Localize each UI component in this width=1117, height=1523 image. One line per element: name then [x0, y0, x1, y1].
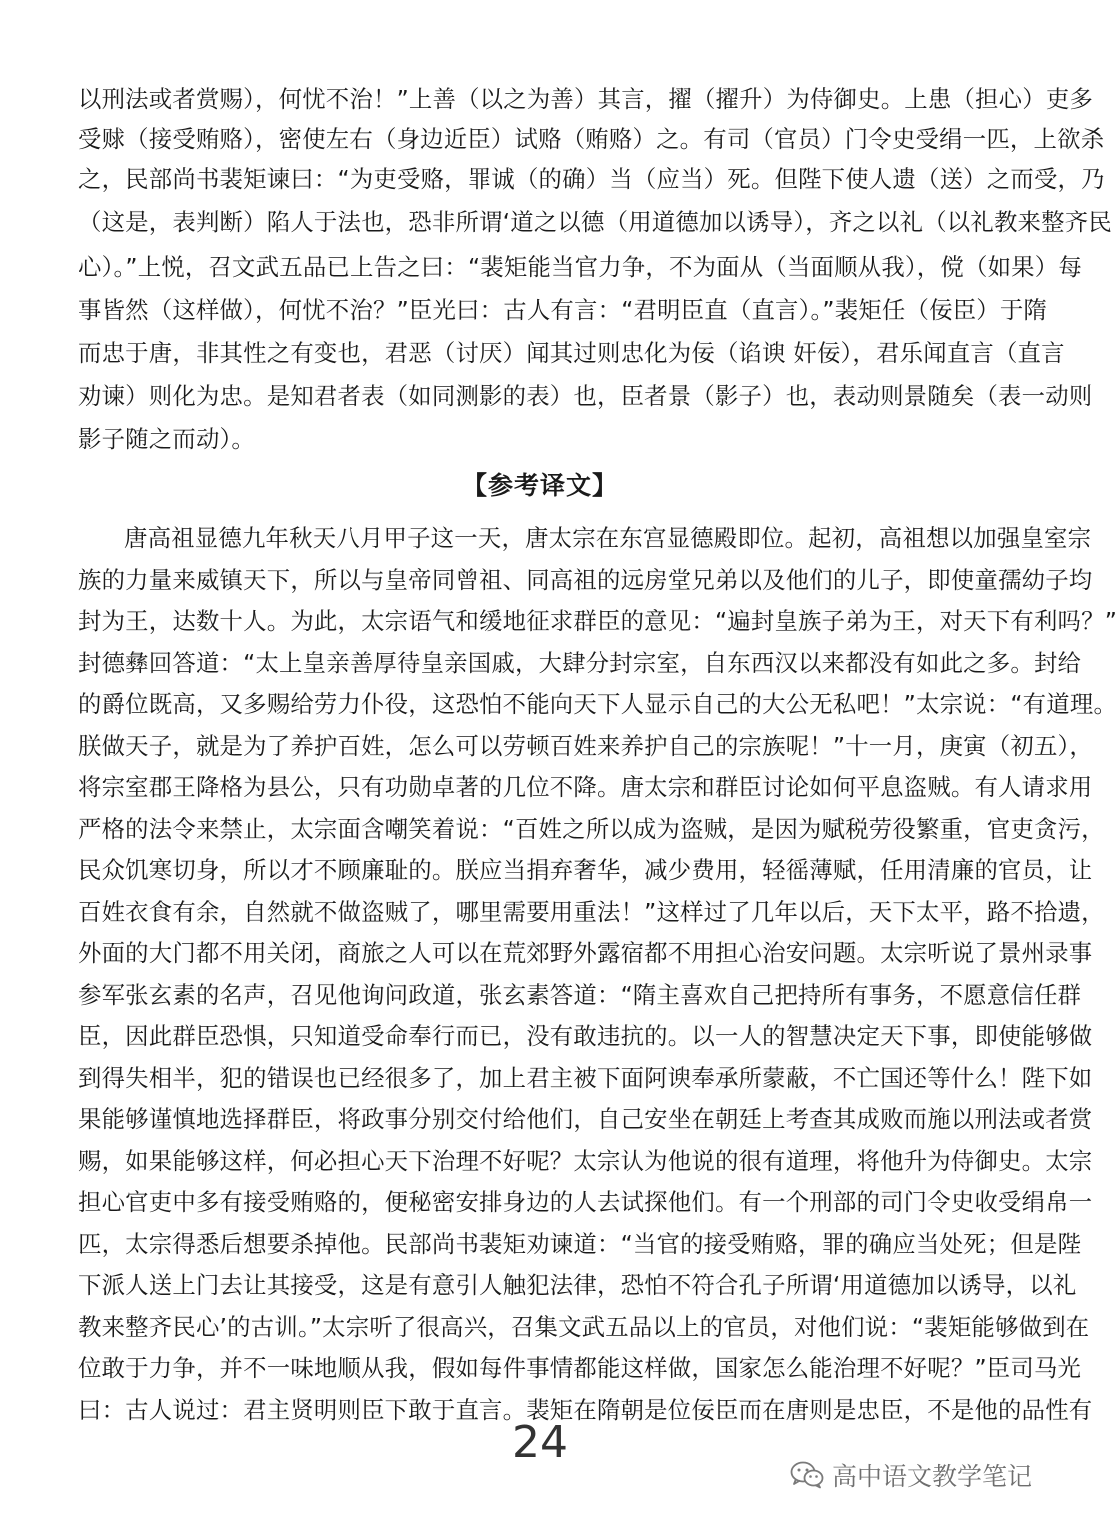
text-line: （这是，表判断）陷人于法也，恐非所谓‘道之以德（用道德加以诱导），齐之以礼（以礼教来整齐民 [78, 208, 1112, 236]
translation-line: 下派人送上门去让其接受，这是有意引人触犯法律，恐怕不符合孔子所谓‘用道德加以诱导，以礼 [78, 1271, 1077, 1299]
text-line: 影子随之而动）。 [78, 425, 256, 453]
translation-line: 将宗室郡王降格为县公，只有功勋卓著的几位不降。唐太宗和群臣讨论如何平息盗贼。有人请求用 [78, 773, 1093, 801]
translation-line: 担心官吏中多有接受贿赂的，便秘密安排身边的人去试探他们。有一个刑部的司门令史收受绢帛一 [78, 1188, 1093, 1216]
watermark [790, 1455, 1032, 1495]
translation-line: 位敢于力争，并不一味地顺从我，假如每件事情都能这样做，国家怎么能治理不好呢？”臣司马光 [78, 1354, 1082, 1382]
translation-line: 百姓衣食有余，自然就不做盗贼了，哪里需要用重法！”这样过了几年以后，天下太平，路不拾遗， [78, 898, 1105, 926]
translation-line: 封为王，达数十人。为此，太宗语气和缓地征求群臣的意见：“遍封皇族子弟为王，对天下有利吗？” [78, 607, 1117, 635]
text-line: 受赇（接受贿赂），密使左右（身边近臣）试赂（贿赂）之。有司（官员）门令史受绢一匹，上欲杀 [78, 125, 1105, 153]
text-line: 之，民部尚书裴矩谏曰：“为吏受赂，罪诚（的确）当（应当）死。但陛下使人遗（送）之而受，乃 [78, 165, 1105, 193]
text-line: 以刑法或者赏赐），何忧不治！”上善（以之为善）其言，擢（擢升）为侍御史。上患（担心）吏多 [78, 85, 1094, 113]
watermark-text: 高中语文教学笔记 [832, 1462, 1033, 1491]
translation-line: 匹，太宗得悉后想要杀掉他。民部尚书裴矩劝谏道：“当官的接受贿赂，罪的确应当处死；但是陛 [78, 1230, 1082, 1258]
translation-line: 严格的法令来禁止，太宗面含嘲笑着说：“百姓之所以成为盗贼，是因为赋税劳役繁重，官吏贪污， [78, 815, 1105, 843]
translation-line: 臣，因此群臣恐惧，只知道受命奉行而已，没有敢违抗的。以一人的智慧决定天下事，即使能够做 [78, 1022, 1093, 1050]
translation-line: 封德彝回答道：“太上皇亲善厚待皇亲国戚，大肆分封宗室，自东西汉以来都没有如此之多。封给 [78, 649, 1082, 677]
translation-line: 曰：古人说过：君主贤明则臣下敢于直言。裴矩在隋朝是位佞臣而在唐则是忠臣，不是他的品性有 [78, 1396, 1093, 1424]
wechat-icon [790, 1461, 824, 1489]
translation-line: 参军张玄素的名声，召见他询问政道，张玄素答道：“隋主喜欢自己把持所有事务，不愿意信任群 [78, 981, 1082, 1009]
page-number: 24 [512, 1417, 568, 1468]
translation-line: 族的力量来威镇天下，所以与皇帝同曾祖、同高祖的远房堂兄弟以及他们的儿子，即使童孺幼子均 [78, 566, 1093, 594]
translation-line: 唐高祖显德九年秋天八月甲子这一天，唐太宗在东宫显德殿即位。起初，高祖想以加强皇室宗 [124, 524, 1092, 552]
translation-line: 赐，如果能够这样，何必担心天下治理不好呢？太宗认为他说的很有道理，将他升为侍御史。太宗 [78, 1147, 1093, 1175]
translation-line: 到得失相半，犯的错误也已经很多了，加上君主被下面阿谀奉承所蒙蔽，不亡国还等什么！陛下如 [78, 1064, 1093, 1092]
translation-line: 教来整齐民心’的古训。”太宗听了很高兴，召集文武五品以上的官员，对他们说：“裴矩能够做到在 [78, 1313, 1090, 1341]
translation-line: 的爵位既高，又多赐给劳力仆役，这恐怕不能向天下人显示自己的大公无私吧！”太宗说：“有道理。 [78, 690, 1117, 718]
section-heading: 【参考译文】 [461, 471, 618, 500]
translation-line: 朕做天子，就是为了养护百姓，怎么可以劳顿百姓来养护自己的宗族呢！”十一月，庚寅（初五）， [78, 732, 1094, 760]
text-line: 而忠于唐，非其性之有变也，君恶（讨厌）闻其过则忠化为佞（谄谀 奸佞），君乐闻直言（直言 [78, 339, 1065, 367]
text-line: 劝谏）则化为忠。是知君者表（如同测影的表）也，臣者景（影子）也，表动则景随矣（表一动则 [78, 382, 1093, 410]
translation-line: 外面的大门都不用关闭，商旅之人可以在荒郊野外露宿都不用担心治安问题。太宗听说了景州录事 [78, 939, 1093, 967]
text-line: 心）。”上悦，召文武五品已上告之曰：“裴矩能当官力争，不为面从（当面顺从我），傥（如果）每 [78, 253, 1082, 281]
translation-line: 民众饥寒切身，所以才不顾廉耻的。朕应当捐弃奢华，减少费用，轻徭薄赋，任用清廉的官员，让 [78, 856, 1093, 884]
text-line: 事皆然（这样做），何忧不治？”臣光曰：古人有言：“君明臣直（直言）。”裴矩任（佞臣）于隋 [78, 296, 1048, 324]
translation-line: 果能够谨慎地选择群臣，将政事分别交付给他们，自己安坐在朝廷上考查其成败而施以刑法或者赏 [78, 1105, 1093, 1133]
